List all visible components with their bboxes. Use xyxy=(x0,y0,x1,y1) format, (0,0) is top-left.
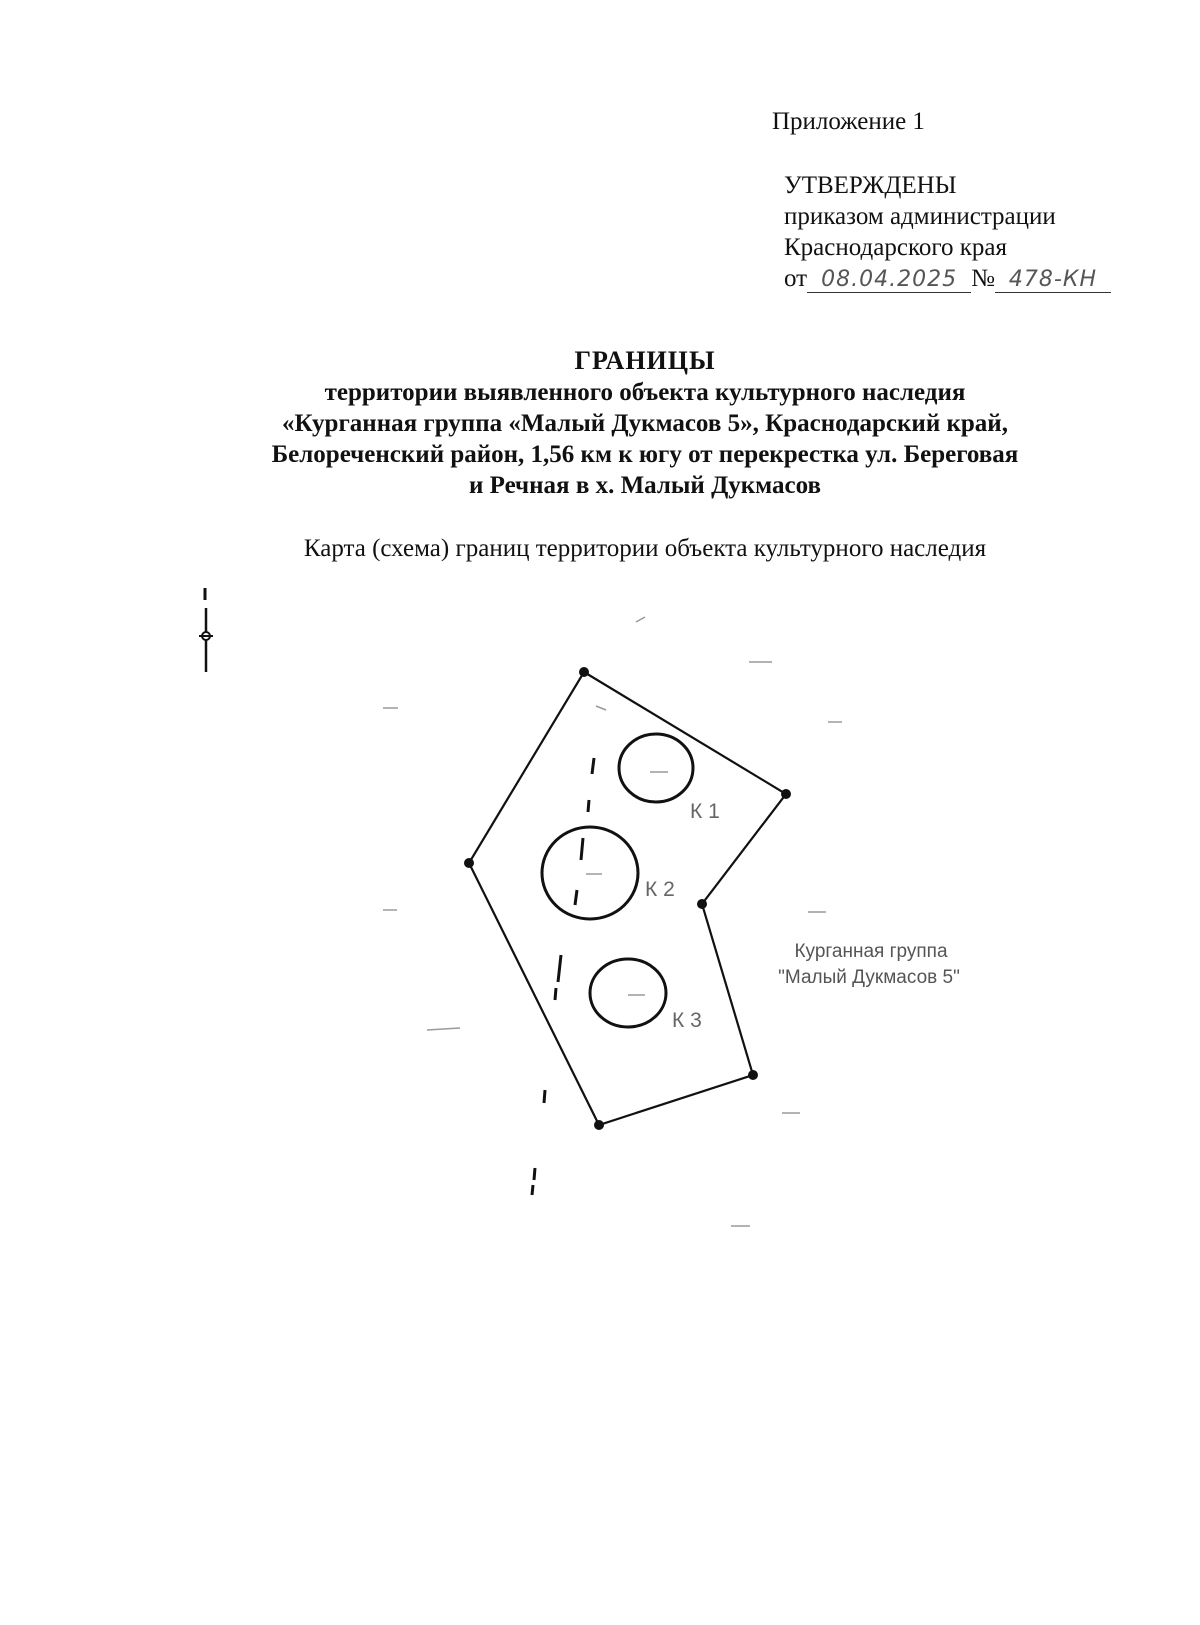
heading-main: ГРАНИЦЫ xyxy=(574,346,716,375)
approved-label: УТВЕРЖДЕНЫ xyxy=(784,172,957,199)
mound-label: К 2 xyxy=(645,878,675,901)
north-arrow-icon xyxy=(199,588,213,672)
date-prefix: от xyxy=(784,265,808,292)
object-label-line1: Курганная группа xyxy=(794,941,948,962)
mound-k3 xyxy=(590,959,702,1032)
heading-line3: Белореченский район, 1,56 км к югу от перекрестка ул. Береговая xyxy=(271,441,1019,468)
vertex-point xyxy=(594,1120,604,1130)
mound-label: К 1 xyxy=(690,800,720,823)
number-sign: № xyxy=(971,265,995,292)
vertex-point xyxy=(697,899,707,909)
vertex-point xyxy=(464,858,474,868)
background-marks xyxy=(383,617,842,1226)
heading-line4: и Речная в х. Малый Дукмасов xyxy=(468,472,822,499)
mound-k1 xyxy=(619,734,720,823)
approved-by-line1: приказом администрации xyxy=(784,203,1056,230)
handwritten-number: 478-КН xyxy=(995,268,1111,293)
dashed-road-line xyxy=(532,758,594,1195)
heading-line2: «Курганная группа «Малый Дукмасов 5», Краснодарский край, xyxy=(282,410,1008,437)
object-label-line2: "Малый Дукмасов 5" xyxy=(778,967,960,988)
vertex-point xyxy=(579,667,589,677)
territory-boundary xyxy=(469,672,786,1125)
mound-label: К 3 xyxy=(672,1009,702,1032)
map-caption: Карта (схема) границ территории объекта культурного наследия xyxy=(303,535,987,562)
vertex-point xyxy=(781,789,791,799)
appendix-label: Приложение 1 xyxy=(772,108,925,135)
heading-line1: территории выявленного объекта культурного наследия xyxy=(324,379,966,406)
mound-k2 xyxy=(542,827,675,919)
boundary-vertices xyxy=(464,667,791,1130)
vertex-point xyxy=(748,1070,758,1080)
approved-by-line2: Краснодарского края xyxy=(784,234,1007,261)
handwritten-date: 08.04.2025 xyxy=(807,268,971,293)
